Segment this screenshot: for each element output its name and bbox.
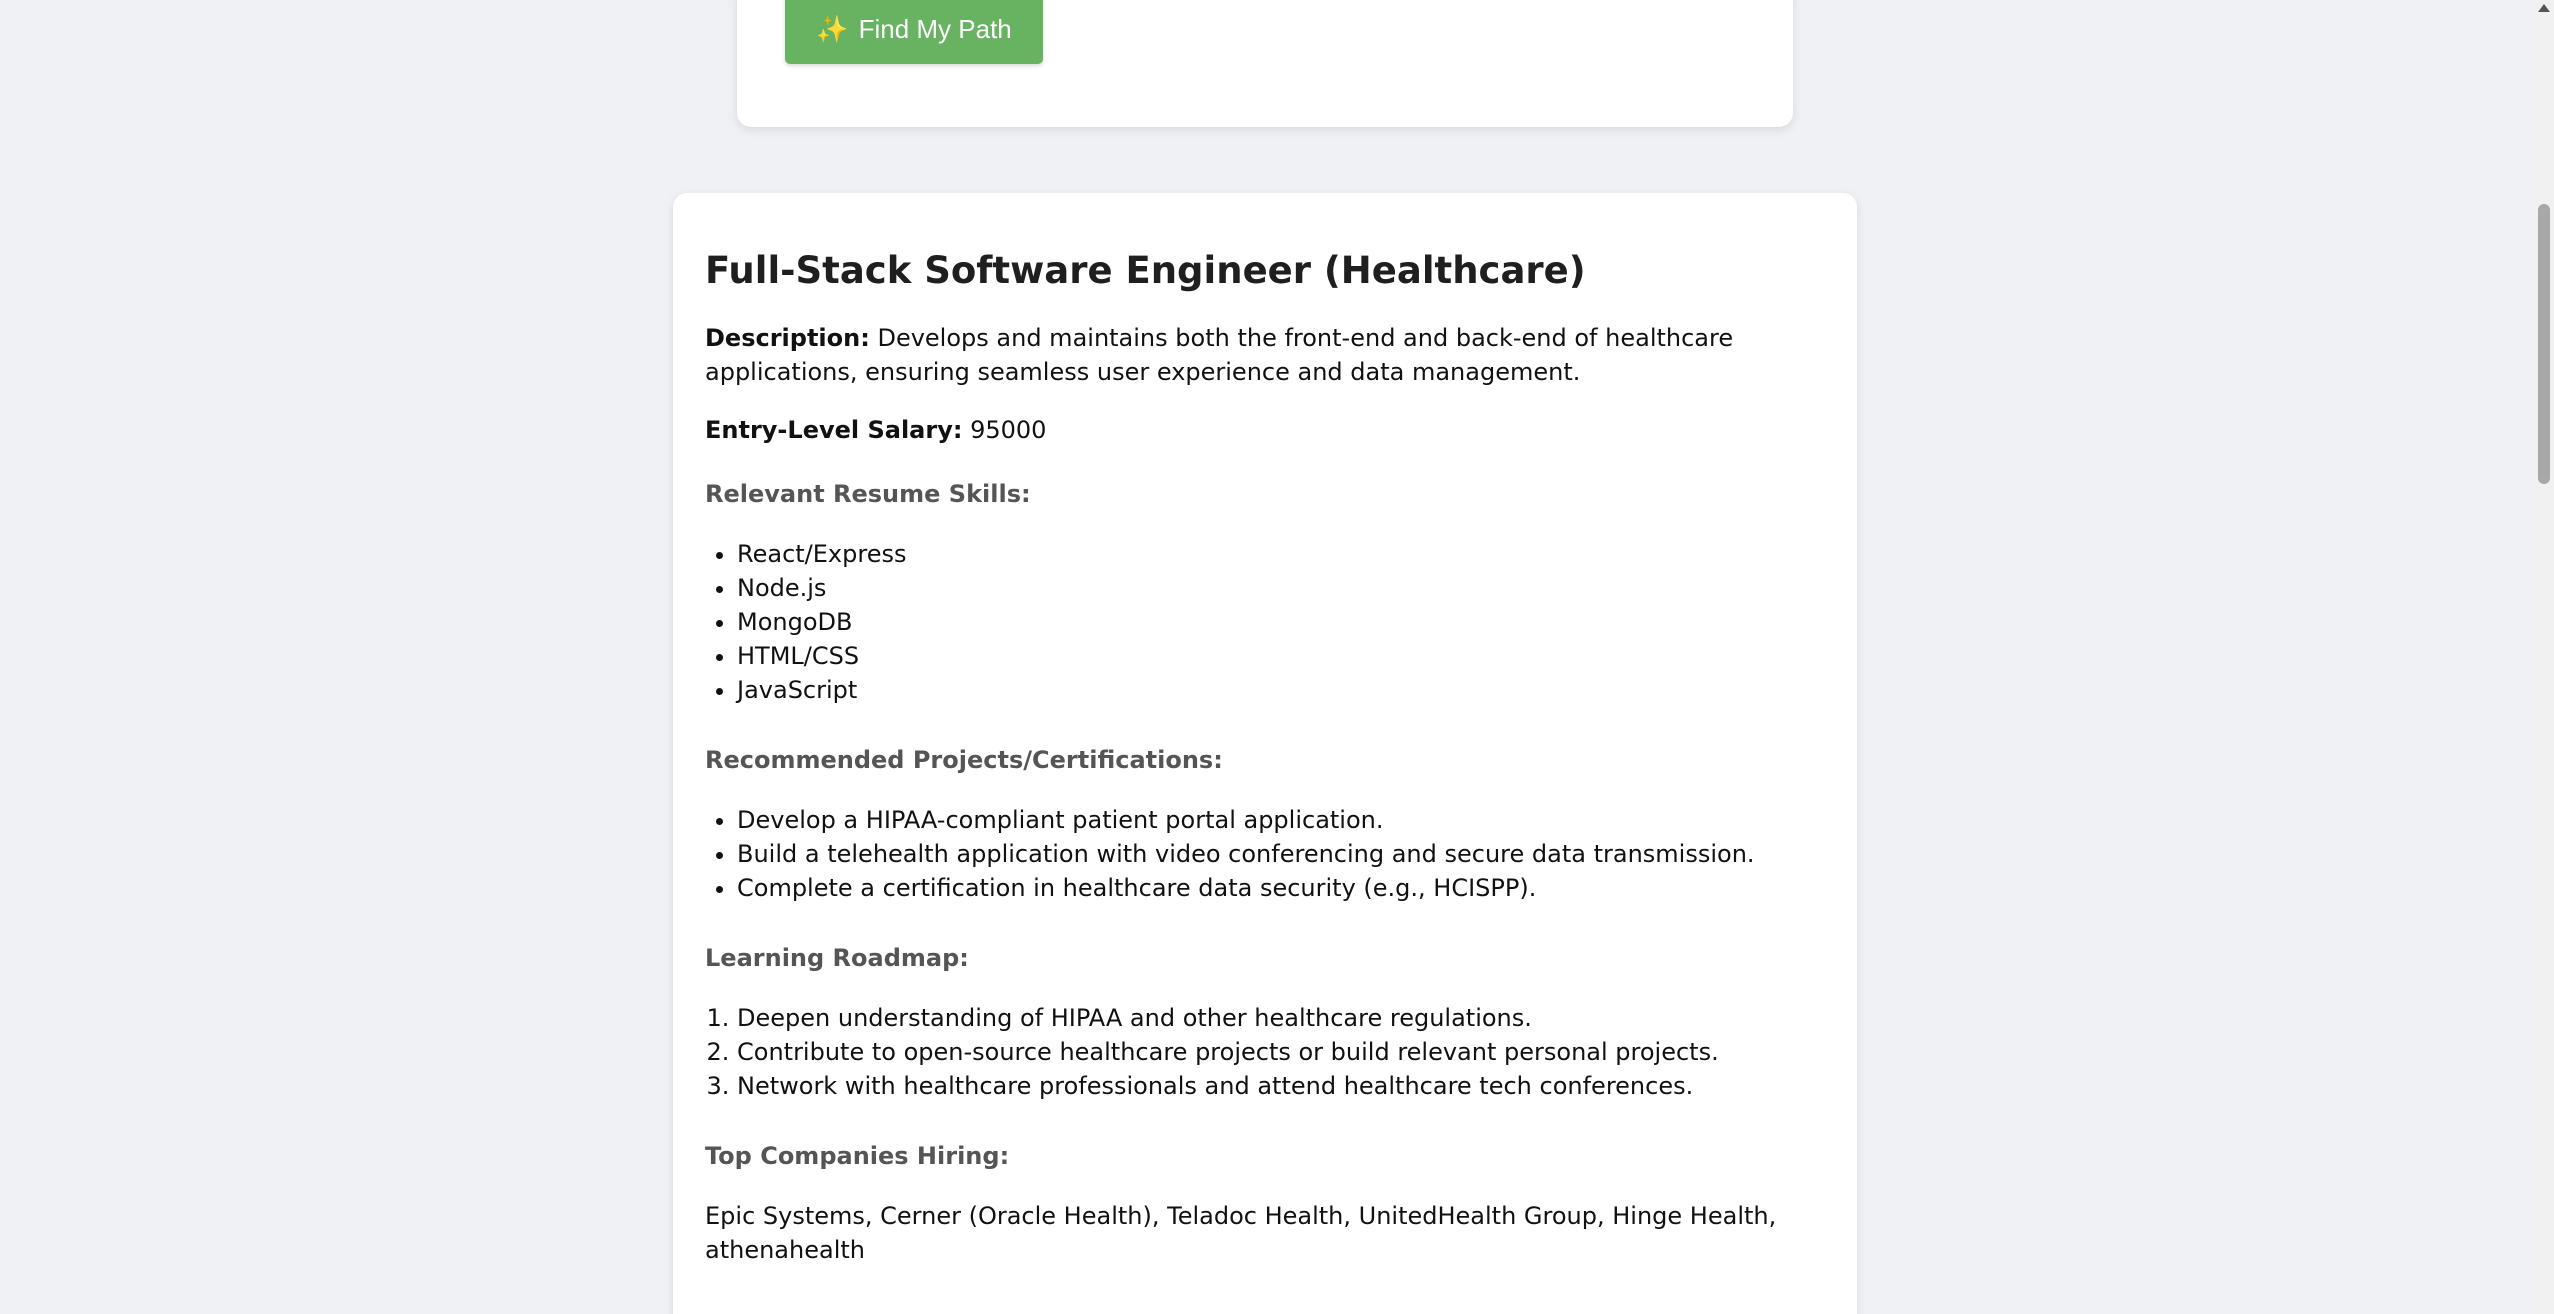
scroll-up-arrow-icon[interactable] — [2538, 4, 2550, 12]
find-my-path-button[interactable] — [785, 0, 1043, 64]
search-form-card — [737, 0, 1793, 127]
career-salary — [705, 413, 1825, 447]
description-label: Description: — [705, 324, 870, 353]
companies-heading: Top Companies Hiring: — [705, 1142, 1010, 1171]
skill-item: • JavaScript — [737, 673, 1825, 707]
salary-label: Entry-Level Salary: — [705, 416, 963, 445]
project-item: • Build a telehealth application with video conferencing and secure data transmission. — [737, 837, 1825, 871]
skill-item: • MongoDB — [737, 605, 1825, 639]
projects-heading: Recommended Projects/Certifications: — [705, 746, 1223, 775]
find-my-path-label: Find My Path — [858, 13, 1012, 44]
scrollbar-thumb[interactable] — [2538, 204, 2550, 484]
roadmap-heading: Learning Roadmap: — [705, 944, 969, 973]
skill-item: • HTML/CSS — [737, 639, 1825, 673]
skill-item: • Node.js — [737, 571, 1825, 605]
salary-value: 95000 — [970, 416, 1047, 445]
description-text: Develops and maintains both the front-end and back-end of healthcare applications, ensuring seamless user experience and data management. — [705, 324, 1734, 387]
skills-heading: Relevant Resume Skills: — [705, 480, 1031, 509]
roadmap-list — [705, 1001, 1825, 1103]
career-result-card — [673, 193, 1857, 1314]
projects-list — [705, 803, 1825, 905]
skill-item: • React/Express — [737, 537, 1825, 571]
career-title: Full-Stack Software Engineer (Healthcare) — [705, 249, 1586, 292]
roadmap-item: 2. Contribute to open-source healthcare projects or build relevant personal projects. — [737, 1035, 1825, 1069]
companies-text: Epic Systems, Cerner (Oracle Health), Teladoc Health, UnitedHealth Group, Hinge Health, athenahealth — [705, 1202, 1777, 1265]
vertical-scrollbar[interactable] — [2534, 0, 2554, 1314]
roadmap-item: 1. Deepen understanding of HIPAA and other healthcare regulations. — [737, 1001, 1825, 1035]
career-description — [705, 321, 1825, 389]
sparkles-icon: ✨ — [816, 13, 849, 44]
project-item: • Complete a certification in healthcare data security (e.g., HCISPP). — [737, 871, 1825, 905]
roadmap-item: 3. Network with healthcare professionals and attend healthcare tech conferences. — [737, 1069, 1825, 1103]
skills-list — [705, 537, 1825, 707]
project-item: • Develop a HIPAA-compliant patient portal application. — [737, 803, 1825, 837]
